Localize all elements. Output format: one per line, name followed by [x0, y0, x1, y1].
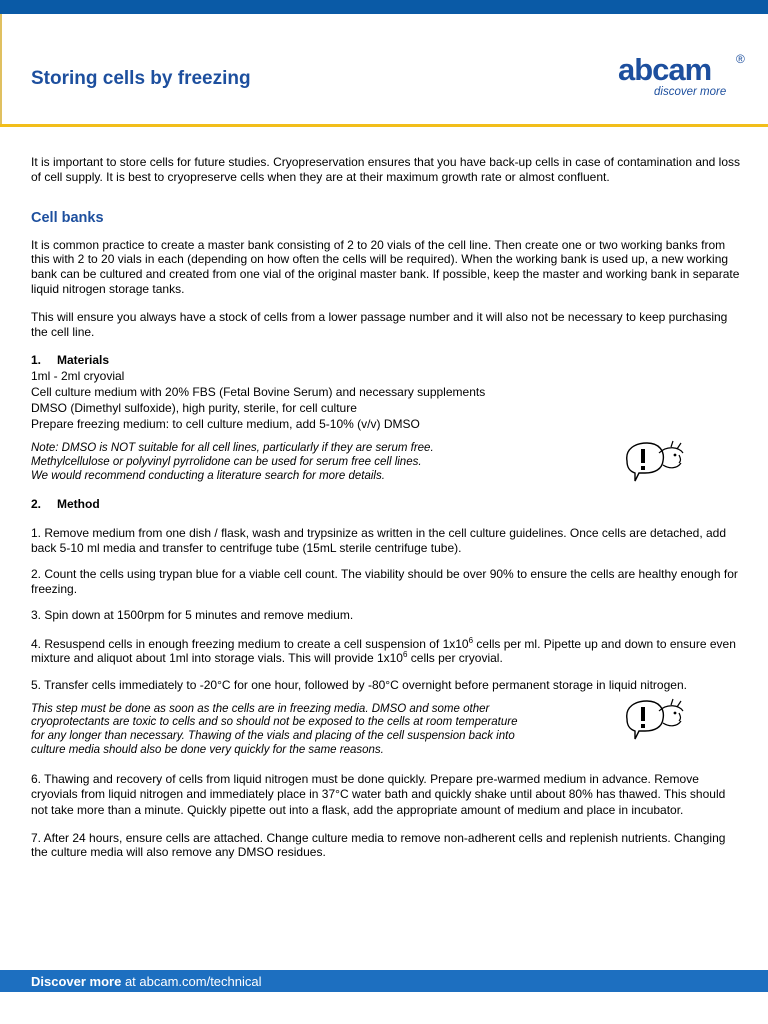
- warning-cow-icon: [619, 439, 689, 485]
- step-4-text: cells per ml. Pipette up and down to ensure even mixture and aliquot about 1ml into storage vials. This will provide 1x10: [31, 636, 736, 666]
- materials-heading: [31, 353, 743, 368]
- method-heading: [31, 497, 743, 512]
- method-step-6: 6. Thawing and recovery of cells from liquid nitrogen must be done quickly. Prepare pre-warmed medium in advance. Remove cryovials from liquid nitrogen and immediately place in 37°C water bath and quickly shake until about 80% has thawed. This should not take more than a minute. Quickly pipette out into a flask, add the appropriate amount of medium and place in incubator.: [31, 771, 726, 818]
- cell-banks-paragraph-2: This will ensure you always have a stock of cells from a lower passage number and it will also not be necessary to keep purchasing the cell line.: [31, 310, 728, 339]
- footer-bold-text: Discover more: [31, 974, 122, 989]
- method-title: Method: [57, 497, 100, 512]
- footer-bar: [0, 970, 768, 992]
- logo-tagline: discover more: [654, 86, 727, 98]
- material-item: Cell culture medium with 20% FBS (Fetal Bovine Serum) and necessary supplements: [31, 384, 486, 399]
- cell-banks-heading: Cell banks: [31, 210, 104, 227]
- method-number: 2.: [31, 497, 42, 512]
- step-4-text: cells per cryovial.: [407, 651, 503, 666]
- method-step-2: 2. Count the cells using trypan blue for a viable cell count. The viability should be over 90% to ensure the cells are healthy enough for freezing.: [31, 567, 738, 596]
- method-step-1: 1. Remove medium from one dish / flask, wash and trypsinize as written in the cell culture guidelines. Once cells are detached, add back 5-10 ml media and transfer to centrifuge tube (15mL sterile centrifuge tube).: [31, 525, 727, 555]
- note-line: for any longer than necessary. Thawing of the vials and placing of the cell suspension back into: [31, 730, 515, 743]
- cell-banks-paragraph-1: It is common practice to create a master bank consisting of 2 to 20 vials of the cell line. Then create one or two working banks from this with 2 to 20 vials in each (depending on how often the cells will be required). When the working bank is used up, a new working bank can be cultured and created from one vial of the original master bank. If possible, keep the master and working bank in separate liquid nitrogen storage tanks.: [31, 237, 740, 296]
- method-step-5: 5. Transfer cells immediately to -20°C for one hour, followed by -80°C overnight before permanent storage in liquid nitrogen.: [31, 678, 687, 693]
- method-step-4: [31, 637, 743, 666]
- footer-link[interactable]: [31, 974, 262, 989]
- freezing-media-note: [31, 703, 743, 758]
- material-item: Prepare freezing medium: to cell culture medium, add 5-10% (v/v) DMSO: [31, 416, 420, 431]
- logo-wordmark: abcam: [618, 52, 712, 87]
- intro-paragraph: It is important to store cells for future studies. Cryopreservation ensures that you have back-up cells in case of contamination and loss of cell supply. It is best to cryopreserve cells when they are at their maximum growth rate or almost confluent.: [31, 155, 741, 184]
- material-item: 1ml - 2ml cryovial: [31, 368, 125, 383]
- method-step-3: 3. Spin down at 1500rpm for 5 minutes and remove medium.: [31, 608, 354, 623]
- note-line: We would recommend conducting a literature search for more details.: [31, 469, 385, 482]
- page-title: Storing cells by freezing: [31, 68, 251, 89]
- material-item: DMSO (Dimethyl sulfoxide), high purity, sterile, for cell culture: [31, 400, 357, 415]
- top-color-bar: [0, 0, 768, 14]
- dmso-note: [31, 442, 743, 483]
- note-line: cryoprotectants are toxic to cells and so should not be exposed to the cells at room temperature: [31, 716, 518, 729]
- step-4-exponent: 6: [468, 635, 474, 645]
- note-line: Methylcellulose or polyvinyl pyrrolidone can be used for serum free cell lines.: [31, 455, 422, 468]
- materials-title: Materials: [57, 353, 110, 368]
- note-line: Note: DMSO is NOT suitable for all cell lines, particularly if they are serum free.: [31, 441, 434, 454]
- document-body: [31, 155, 743, 860]
- left-accent-rule: [0, 14, 2, 126]
- method-step-7: 7. After 24 hours, ensure cells are attached. Change culture media to remove non-adherent cells and replenish nutrients. Changing the culture media will also remove any DMSO residues.: [31, 830, 726, 860]
- step-4-text: 4. Resuspend cells in enough freezing medium to create a cell suspension of 1x10: [31, 636, 469, 651]
- page-header: [0, 14, 768, 126]
- note-line: This step must be done as soon as the cells are in freezing media. DMSO and some other: [31, 702, 490, 715]
- logo-registered-mark: ®: [736, 52, 745, 66]
- warning-cow-icon: [619, 697, 689, 743]
- materials-number: 1.: [31, 353, 42, 368]
- step-4-exponent: 6: [402, 650, 408, 660]
- abcam-logo: [618, 52, 748, 112]
- footer-url-text: at abcam.com/technical: [121, 974, 262, 989]
- header-divider: [0, 124, 768, 127]
- note-line: culture media should also be done very quickly for the same reasons.: [31, 744, 384, 757]
